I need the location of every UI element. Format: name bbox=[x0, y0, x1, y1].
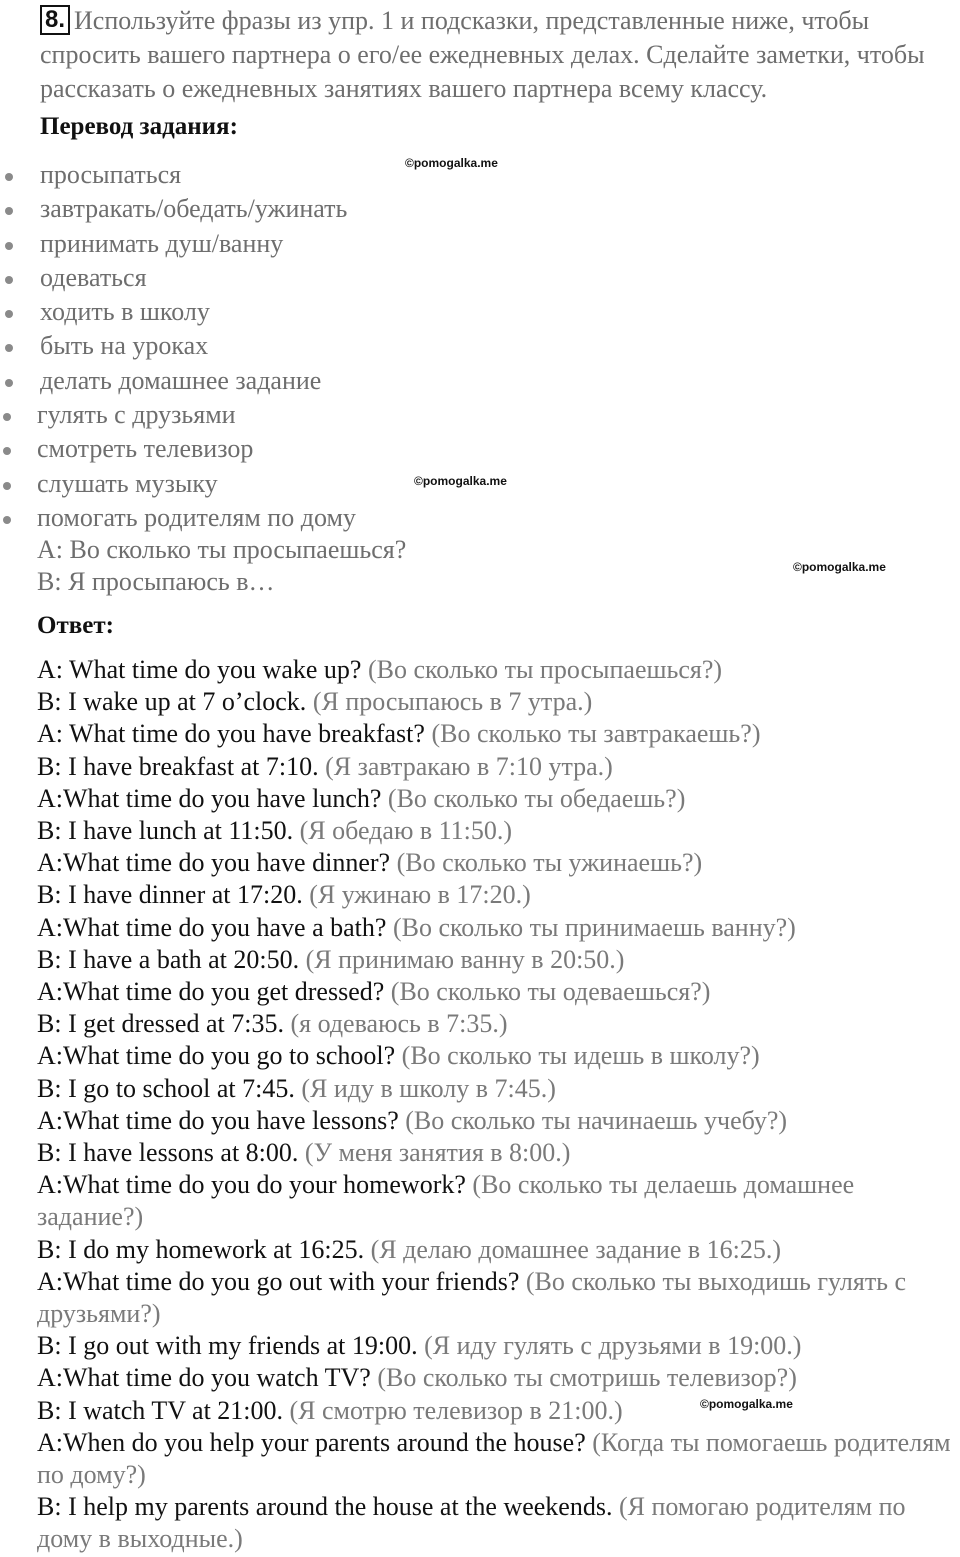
answer-heading: Ответ: bbox=[37, 612, 114, 639]
answer-line: A:What time do you have lessons? (Во сколько ты начинаешь учебу?) bbox=[37, 1105, 788, 1135]
bullet-icon bbox=[3, 447, 11, 455]
bullet-icon bbox=[5, 276, 13, 284]
bullet-icon bbox=[3, 413, 11, 421]
answer-line: B: I go to school at 7:45. (Я иду в школу в 7:45.) bbox=[37, 1073, 556, 1103]
list-item: слушать музыку bbox=[0, 467, 700, 501]
bullet-icon bbox=[5, 207, 13, 215]
list-item: гулять с друзьями bbox=[0, 398, 700, 432]
example-line-b: В: Я просыпаюсь в… bbox=[37, 567, 275, 596]
answer-line: A:When do you help your parents around the house? (Когда ты помогаешь родителям по дому?) bbox=[37, 1427, 951, 1490]
answer-line: A:What time do you watch TV? (Во сколько ты смотришь телевизор?) bbox=[37, 1363, 797, 1393]
watermark: ©pomogalka.me bbox=[414, 474, 507, 488]
answer-line: B: I have lunch at 11:50. (Я обедаю в 11:50.) bbox=[37, 816, 513, 846]
answer-line: B: I wake up at 7 o’clock. (Я просыпаюсь в 7 утра.) bbox=[37, 687, 593, 717]
answer-line: B: I have breakfast at 7:10. (Я завтракаю в 7:10 утра.) bbox=[37, 751, 613, 781]
task-paragraph bbox=[40, 4, 950, 106]
answer-line: B: I have lessons at 8:00. (У меня занятия в 8:00.) bbox=[37, 1138, 571, 1168]
list-item: помогать родителям по дому bbox=[0, 501, 700, 535]
list-item: просыпаться bbox=[0, 158, 700, 192]
bullet-icon bbox=[3, 516, 11, 524]
list-item: завтракать/обедать/ужинать bbox=[0, 192, 700, 226]
answer-line: A: What time do you have breakfast? (Во сколько ты завтракаешь?) bbox=[37, 719, 761, 749]
hint-list bbox=[0, 158, 700, 535]
bullet-icon bbox=[5, 242, 13, 250]
translation-heading: Перевод задания: bbox=[40, 113, 238, 140]
example-line-a: А: Во сколько ты просыпаешься? bbox=[37, 535, 407, 564]
list-item: быть на уроках bbox=[0, 329, 700, 363]
answer-line: B: I help my parents around the house at the weekends. (Я помогаю родителям по дому в выходные.) bbox=[37, 1492, 906, 1554]
bullet-icon bbox=[5, 379, 13, 387]
watermark: ©pomogalka.me bbox=[793, 560, 886, 574]
list-item: смотреть телевизор bbox=[0, 432, 700, 466]
list-item: одеваться bbox=[0, 261, 700, 295]
answer-list bbox=[37, 654, 957, 1556]
answer-line: B: I have dinner at 17:20. (Я ужинаю в 17:20.) bbox=[37, 880, 531, 910]
answer-line: A: What time do you wake up? (Во сколько ты просыпаешься?) bbox=[37, 655, 723, 684]
bullet-icon bbox=[5, 344, 13, 352]
answer-line: A:What time do you get dressed? (Во сколько ты одеваешься?) bbox=[37, 977, 711, 1007]
answer-line: A:What time do you have dinner? (Во сколько ты ужинаешь?) bbox=[37, 848, 703, 878]
answer-line: B: I get dressed at 7:35. (я одеваюсь в 7:35.) bbox=[37, 1009, 508, 1039]
bullet-icon bbox=[5, 310, 13, 318]
bullet-icon bbox=[3, 482, 11, 490]
list-item: принимать душ/ванну bbox=[0, 227, 700, 261]
bullet-icon bbox=[5, 173, 13, 181]
answer-line: B: I go out with my friends at 19:00. (Я иду гулять с друзьями в 19:00.) bbox=[37, 1331, 802, 1361]
answer-line: A:What time do you have a bath? (Во сколько ты принимаешь ванну?) bbox=[37, 912, 796, 942]
answer-line: A:What time do you go to school? (Во сколько ты идешь в школу?) bbox=[37, 1041, 760, 1071]
answer-line: A:What time do you go out with your friends? (Во сколько ты выходишь гулять с друзьями?) bbox=[37, 1266, 907, 1329]
answer-line: A:What time do you have lunch? (Во сколько ты обедаешь?) bbox=[37, 783, 686, 813]
list-item: ходить в школу bbox=[0, 295, 700, 329]
watermark: ©pomogalka.me bbox=[405, 156, 498, 170]
list-item: делать домашнее задание bbox=[0, 364, 700, 398]
task-text: Используйте фразы из упр. 1 и подсказки, представленные ниже, чтобы спросить вашего партнера о его/ее ежедневных делах. Сделайте заметки, чтобы рассказать о ежедневных занятиях вашего партнера всему классу. bbox=[40, 6, 925, 103]
answer-line: A:What time do you do your homework? (Во сколько ты делаешь домашнее задание?) bbox=[37, 1170, 855, 1232]
answer-line: B: I have a bath at 20:50. (Я принимаю ванну в 20:50.) bbox=[37, 944, 625, 974]
answer-line: B: I watch TV at 21:00. (Я смотрю телевизор в 21:00.) bbox=[37, 1395, 623, 1425]
watermark: ©pomogalka.me bbox=[700, 1397, 793, 1411]
answer-line: B: I do my homework at 16:25. (Я делаю домашнее задание в 16:25.) bbox=[37, 1234, 782, 1264]
task-number: 8. bbox=[40, 5, 70, 35]
